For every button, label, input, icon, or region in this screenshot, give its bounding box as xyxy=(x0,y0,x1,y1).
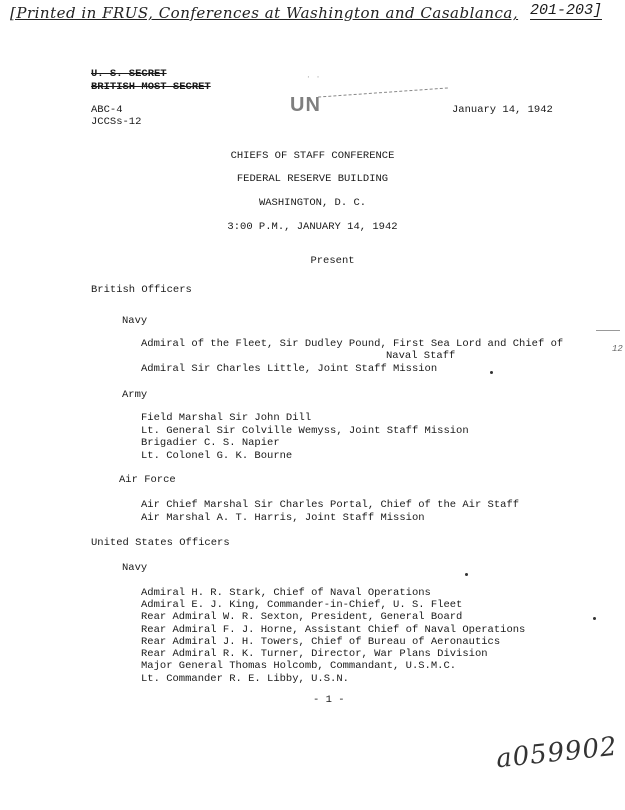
header-date: January 14, 1942 xyxy=(452,104,553,116)
us-navy-line: Rear Admiral J. H. Towers, Chief of Bureau of Aeronautics xyxy=(141,636,501,648)
title-line-3: WASHINGTON, D. C. xyxy=(258,197,367,209)
title-line-2: FEDERAL RESERVE BUILDING xyxy=(236,173,389,185)
handwritten-page-range xyxy=(530,2,602,19)
us-navy-line: Rear Admiral F. J. Horne, Assistant Chief of Naval Operations xyxy=(141,624,526,636)
us-navy-line: Rear Admiral W. R. Sexton, President, General Board xyxy=(141,611,463,623)
british-navy-heading: Navy xyxy=(122,315,148,327)
us-navy-heading: Navy xyxy=(122,562,148,574)
handwritten-print-note xyxy=(10,4,518,22)
british-air-force-line: Air Chief Marshal Sir Charles Portal, Chief of the Air Staff xyxy=(141,499,520,511)
ink-dot xyxy=(593,617,596,620)
british-navy-line-2: Admiral Sir Charles Little, Joint Staff Mission xyxy=(141,363,438,375)
smudge-mark: · · xyxy=(306,73,321,82)
handwritten-note-text: [Printed in FRUS, Conferences at Washington and Casablanca, xyxy=(10,4,519,22)
title-line-1: CHIEFS OF STAFF CONFERENCE xyxy=(230,150,395,162)
title-line-4: 3:00 P.M., JANUARY 14, 1942 xyxy=(227,221,398,233)
classification-british-most-secret: BRITISH MOST SECRET xyxy=(91,81,211,93)
page-number: - 1 - xyxy=(313,694,345,706)
ink-dot xyxy=(490,371,493,374)
british-army-line: Brigadier C. S. Napier xyxy=(141,437,280,449)
us-navy-line: Admiral H. R. Stark, Chief of Naval Operations xyxy=(141,587,431,599)
handwritten-accession-number: a059902 xyxy=(494,731,619,775)
british-army-line: Lt. Colonel G. K. Bourne xyxy=(141,450,293,462)
british-army-line: Field Marshal Sir John Dill xyxy=(141,412,312,424)
classification-us-secret: U. S. SECRET xyxy=(91,68,167,80)
doc-id-jccs: JCCSs-12 xyxy=(91,116,142,128)
british-navy-line-1-cont: Naval Staff xyxy=(386,350,456,362)
us-navy-line: Lt. Commander R. E. Libby, U.S.N. xyxy=(141,673,349,685)
us-navy-line: Admiral E. J. King, Commander-in-Chief, U. S. Fleet xyxy=(141,599,463,611)
british-army-heading: Army xyxy=(122,389,148,401)
us-navy-line: Rear Admiral R. K. Turner, Director, War Plans Division xyxy=(141,648,488,660)
stamp-line-mark xyxy=(318,87,448,97)
british-air-force-line: Air Marshal A. T. Harris, Joint Staff Mission xyxy=(141,512,425,524)
margin-number-mark: 12 xyxy=(612,344,623,354)
ink-dot xyxy=(465,573,468,576)
british-navy-line-1: Admiral of the Fleet, Sir Dudley Pound, First Sea Lord and Chief of xyxy=(141,338,564,350)
margin-tick-mark xyxy=(596,330,620,331)
doc-id-abc: ABC-4 xyxy=(91,104,123,116)
british-officers-heading: British Officers xyxy=(91,284,192,296)
handwritten-pages-text: 201-203] xyxy=(530,2,603,19)
present-heading: Present xyxy=(310,255,355,267)
british-air-force-heading: Air Force xyxy=(119,474,176,486)
us-navy-line: Major General Thomas Holcomb, Commandant, U.S.M.C. xyxy=(141,660,457,672)
british-army-line: Lt. General Sir Colville Wemyss, Joint Staff Mission xyxy=(141,425,469,437)
us-officers-heading: United States Officers xyxy=(91,537,230,549)
declassification-stamp: UN xyxy=(290,94,321,116)
